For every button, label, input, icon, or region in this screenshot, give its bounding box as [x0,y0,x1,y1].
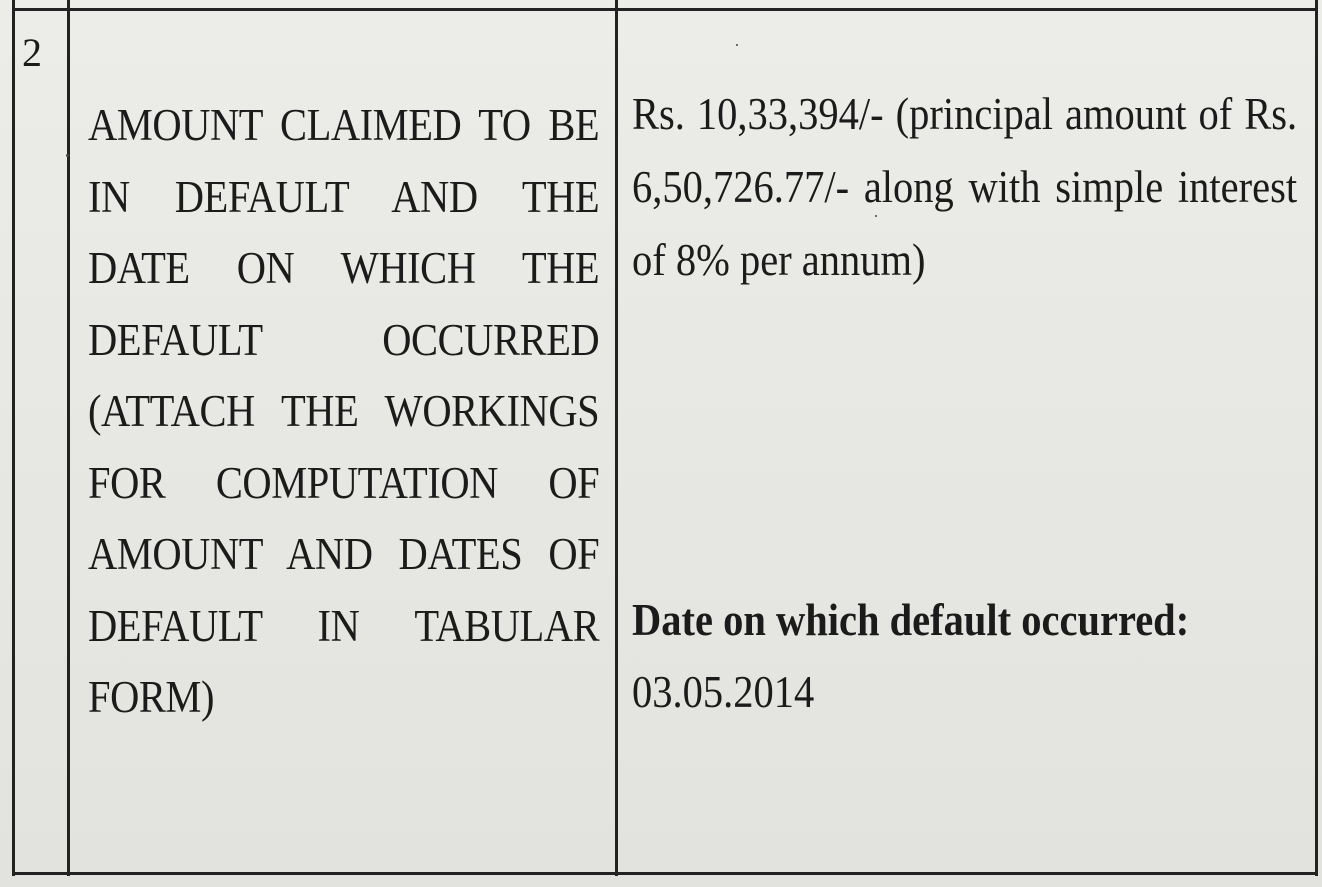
middle-column-divider [615,0,618,876]
claim-amount-cell: Rs. 10,33,394/- (principal amount of Rs. 6,50,726.77/- along with simple interest of 8% per annum) [632,89,1298,285]
scan-speck [875,215,877,217]
table-top-border [12,8,1318,11]
default-date-label: Date on which default occurred: [632,595,1190,645]
scan-speck [66,154,69,157]
row-serial-number: 2 [22,30,42,75]
table-left-border [12,0,15,876]
table-bottom-border [12,872,1318,875]
scan-speck [736,44,738,46]
default-date-value: 03.05.2014 [632,667,815,717]
table-right-border [1315,0,1318,876]
particulars-cell: AMOUNT CLAIMED TO BE IN DEFAULT AND THE DATE ON WHICH THE DEFAULT OCCURRED (ATTACH THE WORKINGS FOR COMPUTATION OF AMOUNT AND DATES OF DEFAULT IN TABULAR FORM) [88,100,600,722]
serial-column-divider [67,0,70,876]
